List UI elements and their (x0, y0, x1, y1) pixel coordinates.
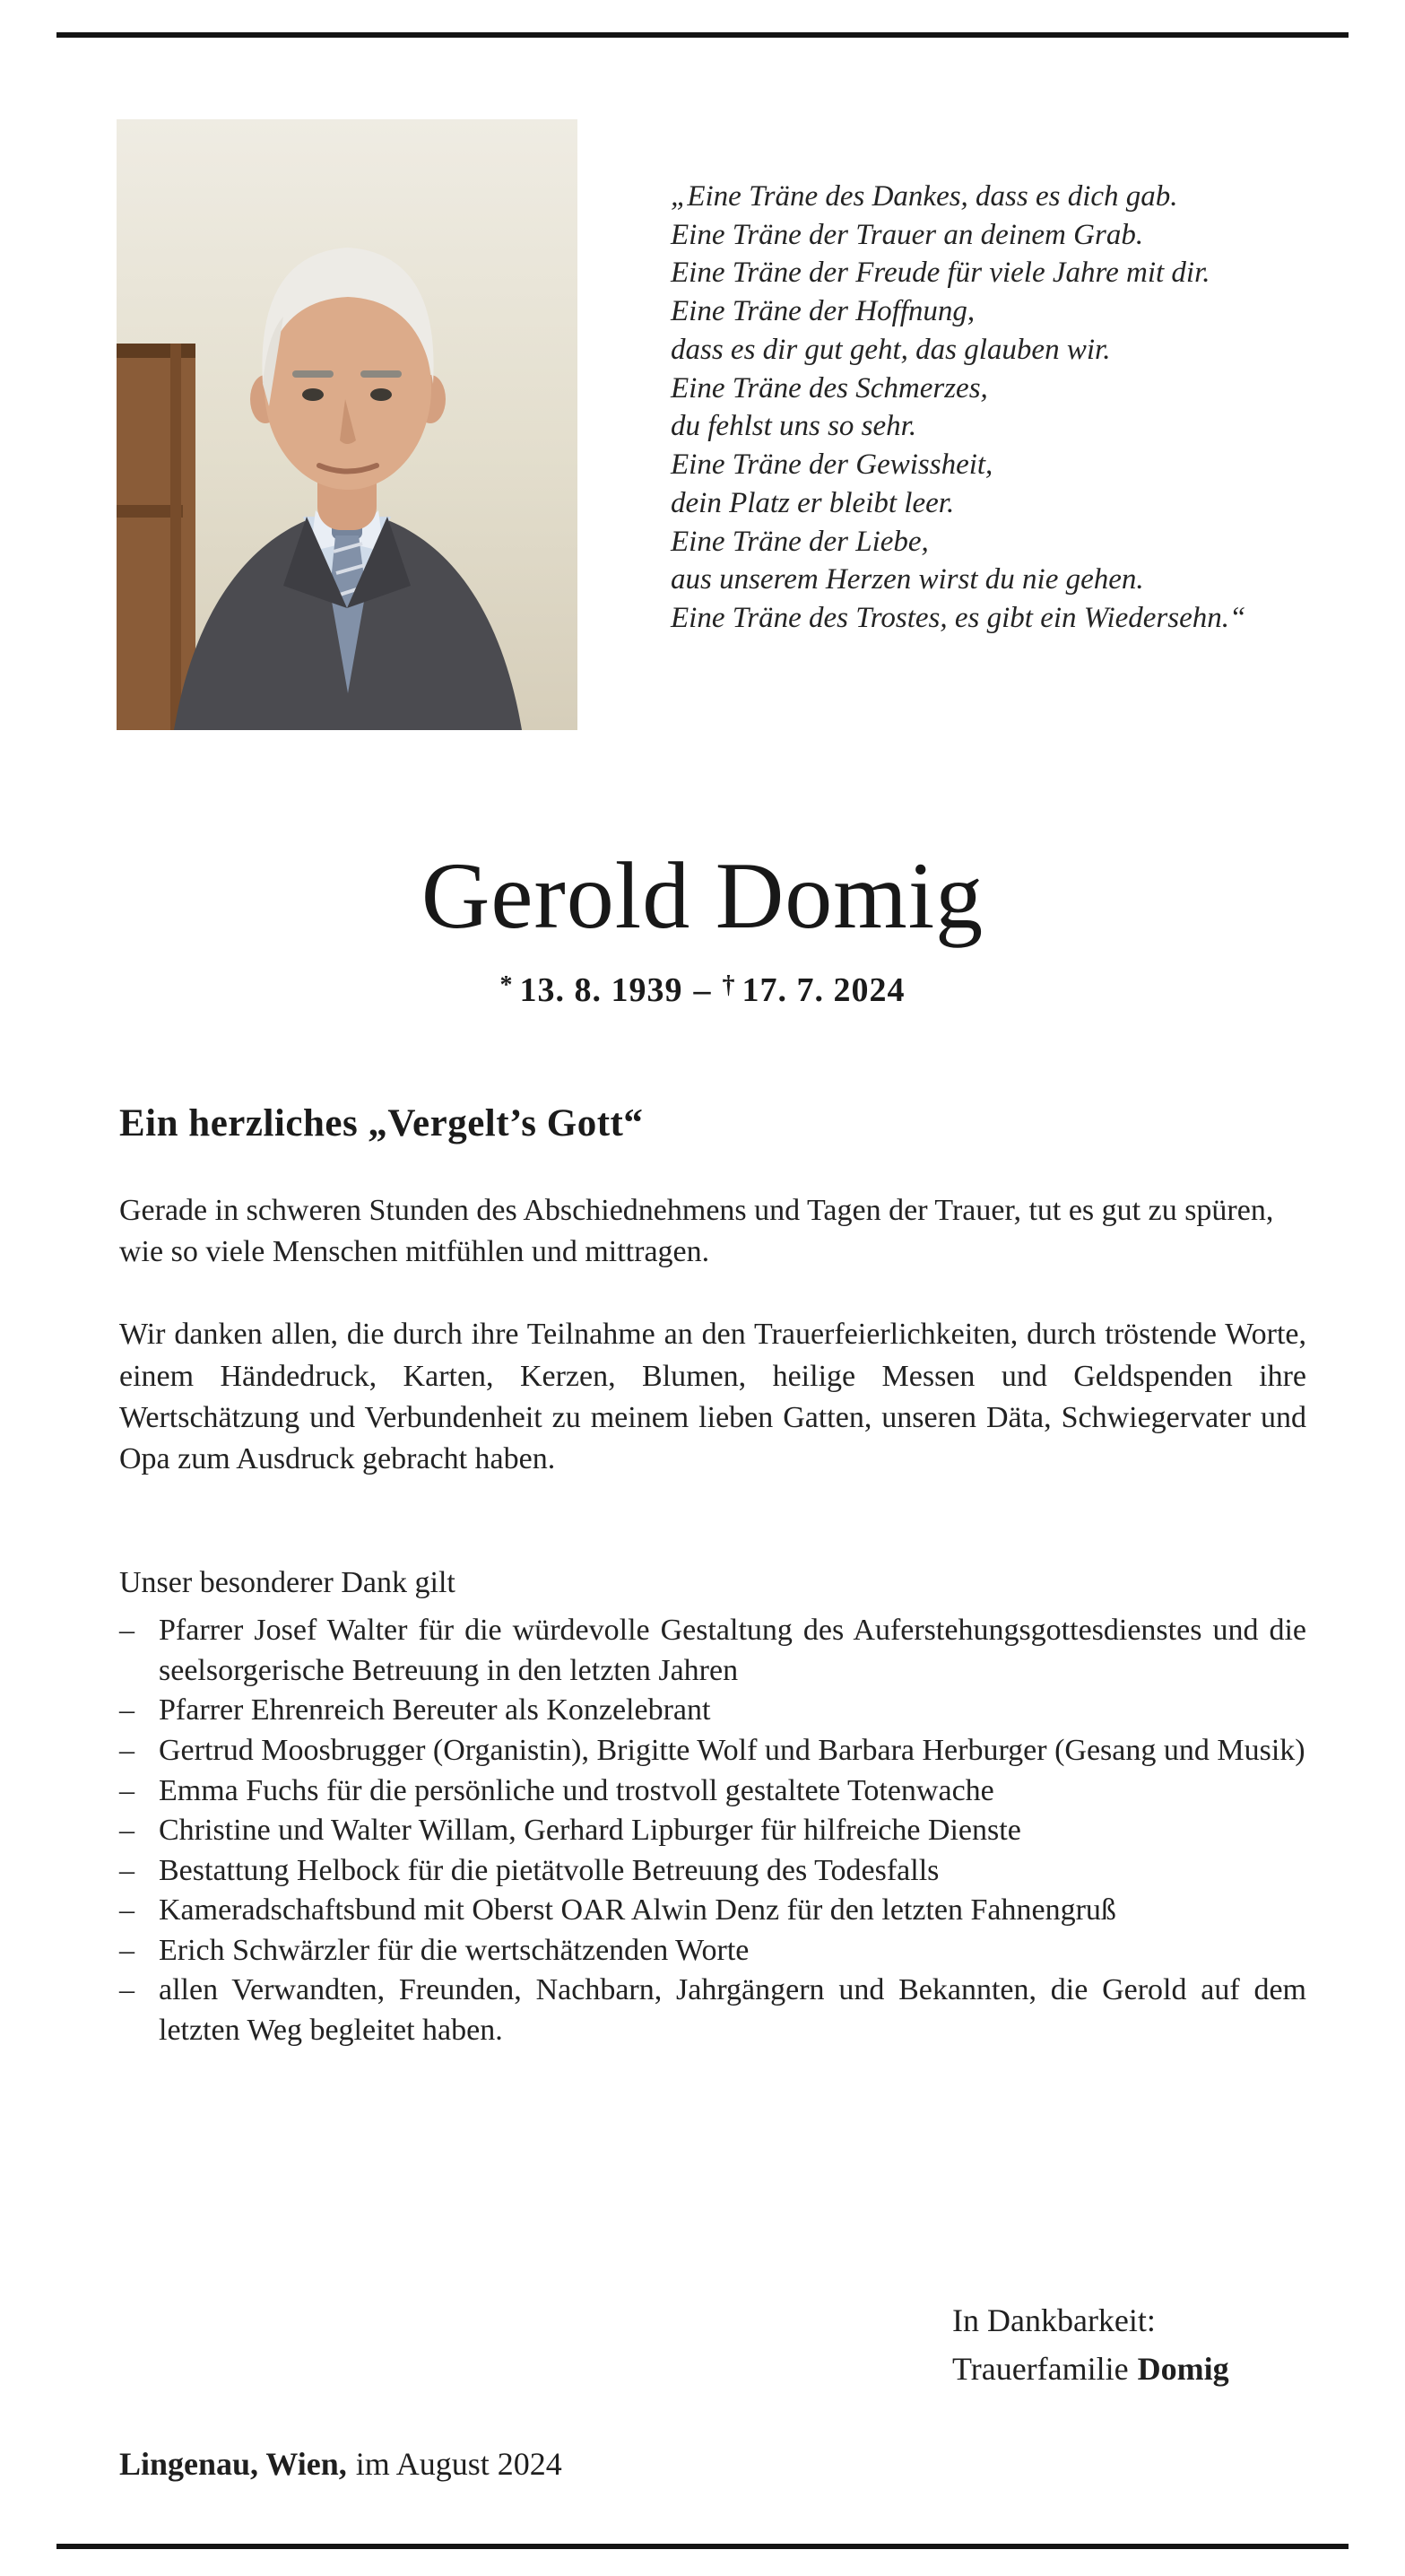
birth-symbol: * (499, 971, 514, 999)
list-item (119, 1931, 1306, 1971)
list-item (119, 1771, 1306, 1812)
poem-line: Eine Träne der Gewissheit, (671, 448, 993, 482)
list-dash: – (119, 1614, 134, 1648)
list-item (119, 1691, 1306, 1731)
list-dash: – (119, 1853, 134, 1887)
list-item (119, 1731, 1306, 1771)
list-item-text: Christine und Walter Willam, Gerhard Lipburger für hilfreiche Dienste (159, 1814, 1021, 1848)
family-prefix: Trauerfamilie (952, 2351, 1129, 2387)
bottom-rule (56, 2544, 1349, 2549)
list-item (119, 1971, 1306, 2050)
deceased-name: Gerold Domig (421, 843, 984, 948)
life-dates (0, 970, 1405, 1010)
body-paragraph: Gerade in schweren Stunden des Abschiednehmens und Tagen der Trauer, tut es gut zu spüren, wie so viele Menschen mitfühlen und mittragen. (119, 1194, 1274, 1269)
birth-date: 13. 8. 1939 (519, 971, 683, 1009)
death-date: 17. 7. 2024 (742, 971, 906, 1009)
poem-line: „Eine Träne des Dankes, dass es dich gab. (671, 180, 1178, 213)
place-name: Lingenau, Wien, (119, 2446, 347, 2482)
list-dash: – (119, 1814, 134, 1848)
greeting-heading: Ein herzliches „Vergelt’s Gott“ (119, 1102, 644, 1144)
death-symbol: † (722, 971, 736, 999)
list-item-text: Kameradschaftsbund mit Oberst OAR Alwin Denz für den letzten Fahnengruß (159, 1893, 1116, 1928)
poem-line: du fehlst uns so sehr. (671, 410, 917, 443)
date-text: im August 2024 (355, 2446, 562, 2482)
acknowledgement-content (119, 1101, 1306, 2050)
list-item-text: Pfarrer Josef Walter für die würdevolle Gestaltung des Auferstehungsgottesdienstes und die seelsorgerische Betreuung in den letzten Jahren (159, 1614, 1306, 1687)
list-dash: – (119, 1973, 134, 2007)
poem-line: Eine Träne der Freude für viele Jahre mit dir. (671, 257, 1210, 290)
list-item (119, 1611, 1306, 1691)
portrait-photo-illustration (117, 119, 577, 730)
list-dash: – (119, 1773, 134, 1807)
list-item (119, 1811, 1306, 1851)
closing-line-family (952, 2345, 1229, 2393)
thanks-list (119, 1611, 1306, 2050)
deceased-header (0, 841, 1405, 1010)
list-item-text: Pfarrer Ehrenreich Bereuter als Konzelebrant (159, 1693, 711, 1727)
list-dash: – (119, 1734, 134, 1767)
date-separator: – (693, 971, 712, 1009)
list-item-text: Bestattung Helbock für die pietätvolle Betreuung des Todesfalls (159, 1853, 940, 1887)
list-dash: – (119, 1693, 134, 1727)
footer-place-date (119, 2445, 562, 2483)
family-name: Domig (1137, 2351, 1229, 2387)
list-dash: – (119, 1893, 134, 1928)
thanks-intro: Unser besonderer Dank gilt (119, 1566, 455, 1600)
closing-block (952, 2296, 1229, 2393)
list-item-text: Erich Schwärzler für die wertschätzenden Worte (159, 1933, 750, 1967)
poem-line: dass es dir gut geht, das glauben wir. (671, 333, 1111, 366)
list-dash: – (119, 1933, 134, 1967)
portrait-photo (117, 119, 577, 730)
list-item (119, 1891, 1306, 1931)
poem-line: aus unserem Herzen wirst du nie gehen. (671, 563, 1144, 596)
body-paragraph: Wir danken allen, die durch ihre Teilnahme an den Trauerfeierlichkeiten, durch tröstende Worte, einem Händedruck, Karten, Kerzen, Blumen, heilige Messen und Geldspenden ihre Wertschätzung und Verbundenheit zu meinem lieben Gatten, unseren Däta, Schwiegervater und Opa zum Ausdruck gebracht haben. (119, 1318, 1306, 1476)
list-item (119, 1851, 1306, 1892)
poem-line: dein Platz er bleibt leer. (671, 486, 955, 519)
poem-line: Eine Träne der Hoffnung, (671, 295, 976, 328)
poem-line: Eine Träne des Trostes, es gibt ein Wiedersehn.“ (671, 602, 1246, 635)
list-item-text: allen Verwandten, Freunden, Nachbarn, Jahrgängern und Bekannten, die Gerold auf dem letzten Weg begleitet haben. (159, 1973, 1306, 2047)
poem-line: Eine Träne der Liebe, (671, 525, 929, 558)
memorial-poem (671, 178, 1245, 638)
closing-line-gratitude: In Dankbarkeit: (952, 2302, 1156, 2338)
top-rule (56, 32, 1349, 38)
poem-line: Eine Träne der Trauer an deinem Grab. (671, 218, 1144, 251)
poem-line: Eine Träne des Schmerzes, (671, 371, 988, 405)
list-item-text: Gertrud Moosbrugger (Organistin), Brigitte Wolf und Barbara Herburger (Gesang und Musik) (159, 1734, 1305, 1767)
list-item-text: Emma Fuchs für die persönliche und trostvoll gestaltete Totenwache (159, 1773, 994, 1807)
